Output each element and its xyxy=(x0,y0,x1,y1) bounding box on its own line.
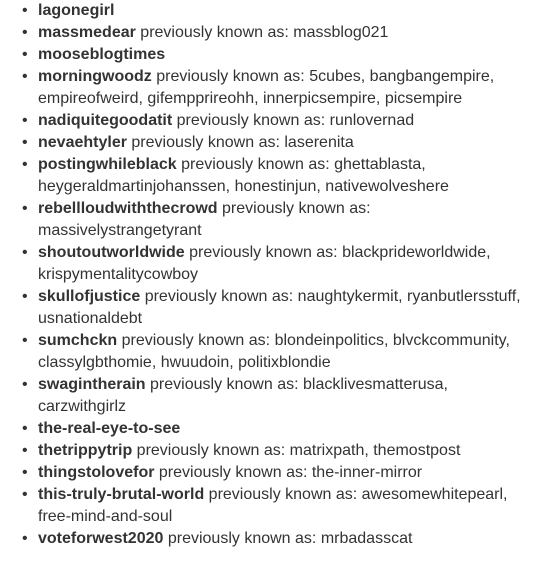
account-handle: skullofjustice xyxy=(38,288,141,305)
list-item xyxy=(22,0,532,22)
previous-names: massblog021 xyxy=(293,24,389,41)
previous-names: massivelystrangetyrant xyxy=(38,222,202,239)
account-handle: thetrippytrip xyxy=(38,442,133,459)
list-item xyxy=(22,484,532,528)
account-handle: massmedear xyxy=(38,24,136,41)
bullet: • xyxy=(22,68,28,85)
bullet: • xyxy=(22,2,28,19)
previously-known-label: previously known as: xyxy=(121,332,271,349)
bullet: • xyxy=(22,420,28,437)
bullet: • xyxy=(22,200,28,217)
previously-known-label: previously known as: xyxy=(136,442,286,459)
list-item xyxy=(22,44,532,66)
account-handle: this-truly-brutal-world xyxy=(38,486,205,503)
account-handle: the-real-eye-to-see xyxy=(38,420,181,437)
account-handle: shoutoutworldwide xyxy=(38,244,185,261)
list-item xyxy=(22,242,532,286)
account-handle: morningwoodz xyxy=(38,68,152,85)
list-item xyxy=(22,286,532,330)
bullet: • xyxy=(22,376,28,393)
account-handle: swagintherain xyxy=(38,376,146,393)
previously-known-label: previously known as: xyxy=(181,156,330,173)
list-item xyxy=(22,374,532,418)
account-handle: rebellloudwiththecrowd xyxy=(38,200,218,217)
previously-known-label: previously known as: xyxy=(140,24,289,41)
previous-names: ghettablasta, heygeraldmartinjohanssen, honestinjun, nativewolveshere xyxy=(38,156,449,195)
previous-names: runlovernad xyxy=(329,112,415,129)
bullet: • xyxy=(22,244,28,261)
previously-known-label: previously known as: xyxy=(208,486,358,503)
previous-names: naughtykermit, ryanbutlersstuff, usnationaldebt xyxy=(38,288,521,327)
previous-names: matrixpath, themostpost xyxy=(289,442,461,459)
list-item xyxy=(22,66,532,110)
previously-known-label: previously known as: xyxy=(131,134,280,151)
list-item xyxy=(22,22,532,44)
list-item xyxy=(22,462,532,484)
account-handle: lagonegirl xyxy=(38,2,115,19)
list-item xyxy=(22,528,532,550)
bullet: • xyxy=(22,486,28,503)
previous-names: the-inner-mirror xyxy=(311,464,423,481)
account-handle: voteforwest2020 xyxy=(38,530,164,547)
list-item xyxy=(22,154,532,198)
previously-known-label: previously known as: xyxy=(150,376,299,393)
account-handle: nevaehtyler xyxy=(38,134,127,151)
bullet: • xyxy=(22,530,28,547)
account-handle: postingwhileblack xyxy=(38,156,177,173)
previously-known-label: previously known as: xyxy=(222,200,371,217)
previously-known-label: previously known as: xyxy=(158,464,308,481)
bullet: • xyxy=(22,24,28,41)
previous-names: blacklivesmatterusa, carzwithgirlz xyxy=(38,376,448,415)
previously-known-label: previously known as: xyxy=(167,530,317,547)
account-handle: thingstolovefor xyxy=(38,464,155,481)
account-handle: sumchckn xyxy=(38,332,118,349)
previous-names: mrbadasscat xyxy=(320,530,413,547)
account-handle: nadiquitegoodatit xyxy=(38,112,173,129)
bullet: • xyxy=(22,332,28,349)
previous-names: awesomewhitepearl, free-mind-and-soul xyxy=(38,486,508,525)
list-item xyxy=(22,330,532,374)
list-item xyxy=(22,132,532,154)
previously-known-label: previously known as: xyxy=(176,112,326,129)
previous-names: blondeinpolitics, blvckcommunity, classylgbthomie, hwuudoin, politixblondie xyxy=(38,332,510,371)
previous-names: 5cubes, bangbangempire, empireofweird, gifempprireohh, innerpicsempire, picsempire xyxy=(38,68,495,107)
bullet: • xyxy=(22,46,28,63)
list-item xyxy=(22,110,532,132)
list-item xyxy=(22,418,532,440)
list-item xyxy=(22,440,532,462)
previous-names: laserenita xyxy=(284,134,354,151)
bullet: • xyxy=(22,442,28,459)
bullet: • xyxy=(22,156,28,173)
bullet: • xyxy=(22,288,28,305)
previously-known-label: previously known as: xyxy=(189,244,338,261)
account-handle: mooseblogtimes xyxy=(38,46,166,63)
bullet: • xyxy=(22,112,28,129)
bullet: • xyxy=(22,134,28,151)
previously-known-label: previously known as: xyxy=(156,68,305,85)
list-item xyxy=(22,198,532,242)
previous-names: blackprideworldwide, krispymentalitycowboy xyxy=(38,244,491,283)
bullet: • xyxy=(22,464,28,481)
previously-known-label: previously known as: xyxy=(144,288,294,305)
